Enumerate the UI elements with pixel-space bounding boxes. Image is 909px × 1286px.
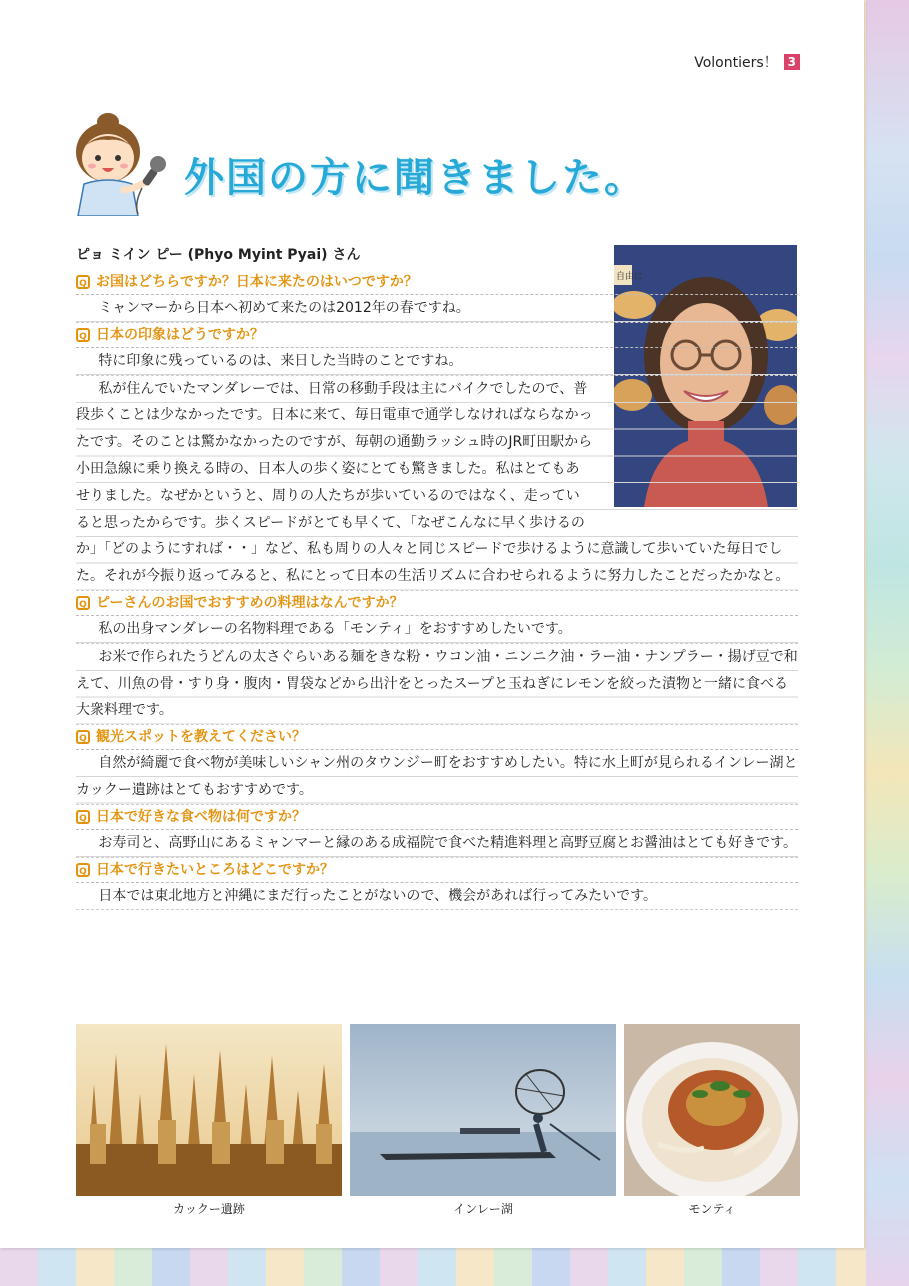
question-6: Q 日本で行きたいところはどこですか？: [76, 858, 798, 883]
q-badge-icon: Q: [76, 730, 90, 744]
answer-4: 自然が綺麗で食べ物が美味しいシャン州のタウンジー町をおすすめしたい。特に水上町が見られるインレー湖とカックー遺跡はとてもおすすめです。: [76, 750, 798, 805]
question-1: Q お国はどちらですか？日本に来たのはいつですか？: [76, 270, 798, 295]
answer-2-para-2-wrap: [76, 376, 798, 591]
answer-2-para-2: 私が住んでいたマンダレーでは、日常の移動手段は主にバイクでしたので、普段歩くことは少なかったです。日本に来て、毎日電車で通学しなければならなかったです。そのことは驚かなかったのですが、毎朝の通勤ラッシュ時のJR町田駅から小田急線に乗り換える時の、日本人の歩く姿にとても驚きました。私はとてもあせりました。なぜかというと、周りの人たちが歩いているのではなく、走っていると思ったからです。歩くスピードがとても早くて、「なぜこんなに早く歩けるのか」「どのようにすれば・・」など、私も周りの人々と同じスピードで歩けるように意識して歩いていた毎日でした。それが今振り返ってみると、私にとって日本の生活リズムに合わせられるように努力したことだったかなと。: [76, 376, 798, 591]
q-badge-icon: Q: [76, 596, 90, 610]
question-4: Q 観光スポットを教えてください？: [76, 725, 798, 750]
interviewee-name: ピョ ミイン ピー (Phyo Myint Pyai) さん: [76, 247, 361, 263]
page-header: [694, 52, 800, 72]
page-title: 外国の方に聞きました。: [184, 155, 646, 201]
question-3: Q ピーさんのお国でおすすめの料理はなんですか？: [76, 591, 798, 616]
photo-inle-lake: [350, 1024, 616, 1196]
decorative-side-strip: [866, 0, 909, 1286]
answer-6: 日本では東北地方と沖縄にまだ行ったことがないので、機会があれば行ってみたいです。: [76, 883, 798, 911]
q-badge-icon: Q: [76, 275, 90, 289]
photo-kakku-ruins: [76, 1024, 342, 1196]
q-badge-icon: Q: [76, 810, 90, 824]
portrait-sign-text: 自由に: [616, 272, 644, 282]
q-badge-icon: Q: [76, 328, 90, 342]
mascot-girl-with-microphone-icon: [68, 104, 178, 216]
interview-content: [76, 244, 798, 910]
answer-2-para-1: 特に印象に残っているのは、来日した当時のことですね。: [76, 348, 798, 376]
question-5: Q 日本で好きな食べ物は何ですか？: [76, 805, 798, 830]
caption-monti-dish: モンティ: [688, 1202, 736, 1216]
answer-5: お寿司と、高野山にあるミャンマーと縁のある成福院で食べた精進料理と高野豆腐とお醤油はとても好きです。: [76, 830, 798, 858]
page-number: 3: [784, 54, 800, 70]
answer-3-para-2: お米で作られたうどんの太さぐらいある麺をきな粉・ウコン油・ニンニク油・ラー油・ナンプラー・揚げ豆で和えて、川魚の骨・すり身・腹肉・胃袋などから出汁をとったスープと玉ねぎにレモンを絞った漬物と一緒に食べる大衆料理です。: [76, 644, 798, 725]
photo-monti-dish: [624, 1024, 800, 1196]
caption-inle-lake: インレー湖: [453, 1202, 513, 1216]
caption-kakku-ruins: カックー遺跡: [173, 1202, 245, 1216]
answer-1: ミャンマーから日本へ初めて来たのは2012年の春ですね。: [76, 295, 798, 323]
q-badge-icon: Q: [76, 863, 90, 877]
brand-name: Volontiers！: [694, 55, 778, 71]
question-2: Q 日本の印象はどうですか？: [76, 323, 798, 348]
answer-3-para-1: 私の出身マンダレーの名物料理である「モンティ」をおすすめしたいです。: [76, 616, 798, 644]
